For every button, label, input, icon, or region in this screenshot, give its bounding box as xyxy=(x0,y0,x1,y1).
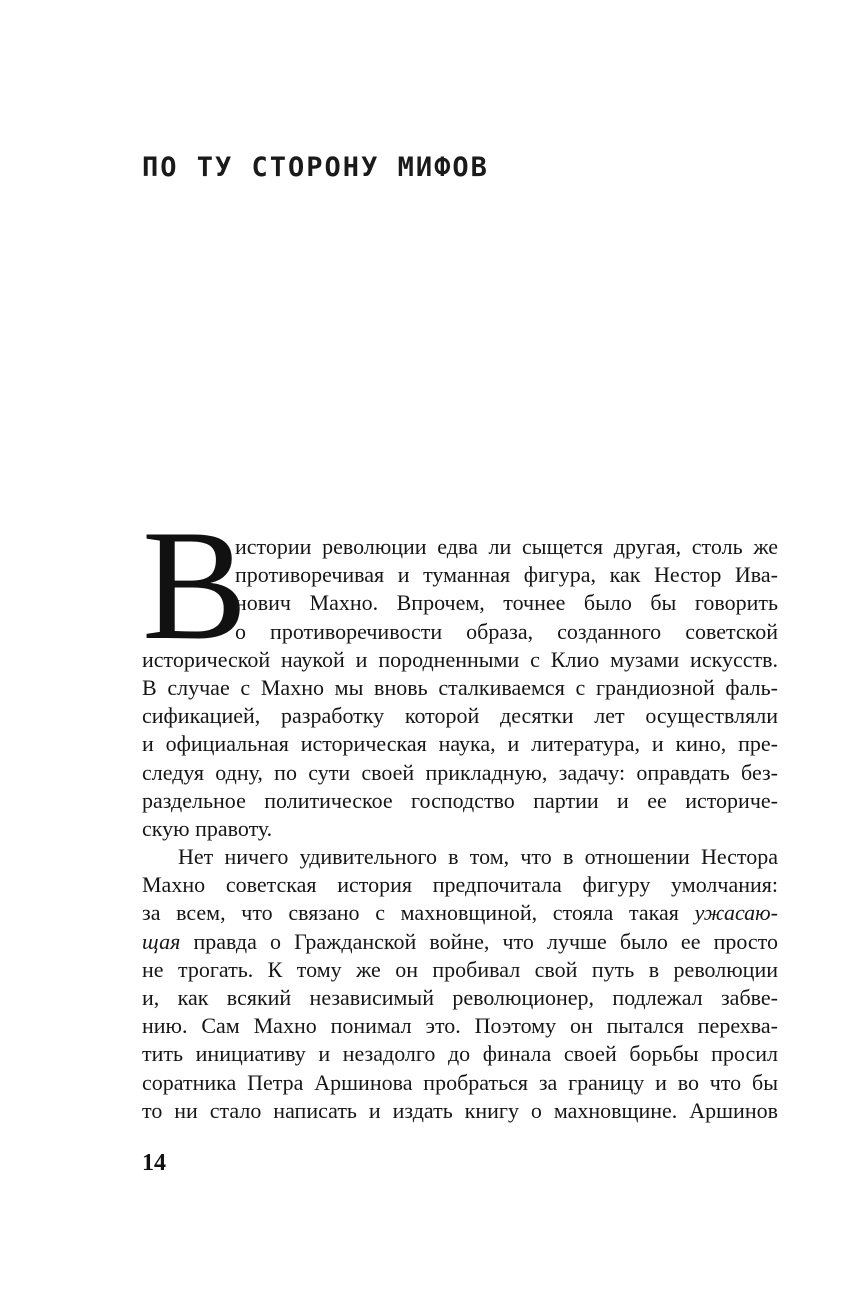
text-line: нович Махно. Впрочем, точнее было бы говорить xyxy=(235,590,778,616)
text-line: Нет ничего удивительного в том, что в отношении Нестора xyxy=(178,844,778,870)
page-number: 14 xyxy=(142,1150,166,1176)
text-line: исторической наукой и породненными с Клио музами искусств. xyxy=(142,646,778,672)
text-line: не трогать. К тому же он пробивал свой путь в революции xyxy=(142,956,778,982)
text-line: нию. Сам Махно понимал это. Поэтому он пытался перехва- xyxy=(142,1013,778,1039)
text-line: Махно советская история предпочитала фигуру умолчания: xyxy=(142,872,778,898)
text-line: сификацией, разработку которой десятки лет осуществляли xyxy=(142,703,778,729)
chapter-title: ПО ТУ СТОРОНУ МИФОВ xyxy=(142,152,489,183)
text-line xyxy=(142,928,778,956)
text-line: противоречивая и туманная фигура, как Нестор Ива- xyxy=(235,562,778,588)
text-line: тить инициативу и незадолго до финала своей борьбы просил xyxy=(142,1041,778,1067)
text-line: раздельное политическое господство партии и ее историче- xyxy=(142,787,778,813)
italic-text: ужасаю- xyxy=(694,900,778,926)
text-line: и официальная историческая наука, и литература, и кино, пре- xyxy=(142,731,778,757)
paragraph-2 xyxy=(142,843,778,1125)
text-line: В случае с Махно мы вновь сталкиваемся с грандиозной фаль- xyxy=(142,674,778,700)
paragraph-1 xyxy=(142,533,778,843)
text-line: о противоречивости образа, созданного советской xyxy=(235,618,778,644)
text-line: соратника Петра Аршинова пробраться за границу и во что бы xyxy=(142,1069,778,1095)
text-line: следуя одну, по сути своей прикладную, задачу: оправдать без- xyxy=(142,759,778,785)
text-run: за всем, что связано с махновщиной, стояла такая xyxy=(142,900,695,926)
italic-text: щая xyxy=(142,928,181,954)
text-line xyxy=(142,899,778,927)
drop-cap: В xyxy=(142,498,248,673)
text-line: то ни стало написать и издать книгу о махновщине. Аршинов xyxy=(142,1097,778,1123)
text-run: правда о Гражданской войне, что лучше было ее просто xyxy=(180,928,778,954)
text-line: и, как всякий независимый революционер, подлежал забве- xyxy=(142,985,778,1010)
body-text xyxy=(142,533,778,1125)
text-line: истории революции едва ли сыщется другая, столь же xyxy=(235,534,778,559)
text-line: скую правоту. xyxy=(142,815,273,841)
